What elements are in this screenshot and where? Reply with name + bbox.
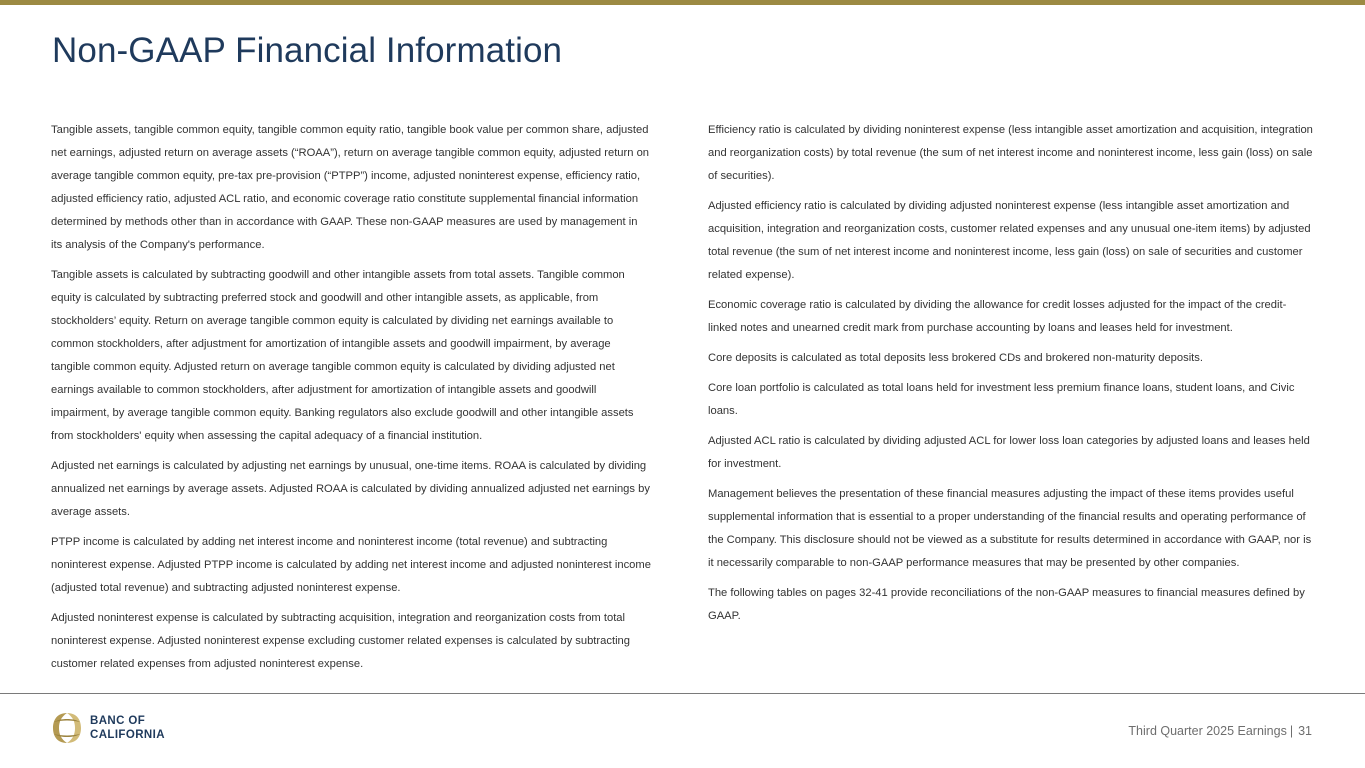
paragraph-adjusted-efficiency-ratio: Adjusted efficiency ratio is calculated by dividing adjusted noninterest expense (less intangible asset amortization and acquisition, integration and reorganization costs, customer related expenses and any unusual one-item items) by adjusted total revenue (the sum of net interest income and noninterest income, less gain (loss) on sale of securities and customer related expense). — [708, 200, 1311, 281]
top-accent-bar — [0, 0, 1365, 5]
logo-mark-icon — [51, 711, 83, 745]
company-logo — [51, 711, 165, 745]
paragraph-core-deposits: Core deposits is calculated as total deposits less brokered CDs and brokered non-maturity deposits. — [708, 352, 1203, 364]
page-number: 31 — [1298, 724, 1312, 738]
paragraph-adjusted-net-earnings: Adjusted net earnings is calculated by adjusting net earnings by unusual, one-time items. ROAA is calculated by dividing annualized net earnings by average assets. Adjusted ROAA is calculated by dividing annualized adjusted net earnings by average assets. — [51, 460, 650, 518]
paragraph-efficiency-ratio: Efficiency ratio is calculated by dividing noninterest expense (less intangible asset amortization and acquisition, integration and reorganization costs) by total revenue (the sum of net interest income and noninterest income, less gain (loss) on sale of securities). — [708, 124, 1313, 182]
logo-line-1: BANC OF — [90, 715, 146, 727]
left-column — [51, 119, 651, 683]
footer-separator: | — [1289, 724, 1294, 738]
paragraph-tangible-assets: Tangible assets is calculated by subtracting goodwill and other intangible assets from total assets. Tangible common equity is calculated by subtracting preferred stock and goodwill and other intangible assets, as applicable, from stockholders’ equity. Return on average tangible common equity is calculated by dividing net earnings available to common stockholders, after adjustment for amortization of intangible assets and goodwill impairment, by average tangible common equity. Adjusted return on average tangible common equity is calculated by dividing adjusted net earnings available to common stockholders, after adjustment for amortization of intangible assets and goodwill impairment, by average tangible common equity. Banking regulators also exclude goodwill and other intangible assets from stockholders' equity when assessing the capital adequacy of a financial institution. — [51, 269, 634, 442]
paragraph-core-loan-portfolio: Core loan portfolio is calculated as total loans held for investment less premium finance loans, student loans, and Civic loans. — [708, 382, 1295, 417]
footer-divider — [0, 693, 1365, 694]
footer-label: Third Quarter 2025 Earnings — [1128, 724, 1287, 738]
paragraph-reconciliation-note: The following tables on pages 32-41 provide reconciliations of the non-GAAP measures to financial measures defined by GAAP. — [708, 587, 1305, 622]
logo-line-2: CALIFORNIA — [90, 729, 165, 741]
footer-page-info — [1128, 724, 1312, 738]
page-title: Non-GAAP Financial Information — [52, 31, 563, 70]
paragraph-management-statement: Management believes the presentation of these financial measures adjusting the impact of these items provides useful supplemental information that is essential to a proper understanding of the financial results and operating performance of the Company. This disclosure should not be viewed as a substitute for results determined in accordance with GAAP, nor is it necessarily comparable to non-GAAP performance measures that may be presented by other companies. — [708, 488, 1312, 569]
paragraph-adjusted-acl-ratio: Adjusted ACL ratio is calculated by dividing adjusted ACL for lower loss loan categories by adjusted loans and leases held for investment. — [708, 435, 1310, 470]
paragraph-economic-coverage-ratio: Economic coverage ratio is calculated by dividing the allowance for credit losses adjusted for the impact of the credit-linked notes and unearned credit mark from purchase accounting by loans and leases held for investment. — [708, 299, 1287, 334]
logo-wordmark — [90, 714, 165, 742]
paragraph-non-gaap-intro: Tangible assets, tangible common equity, tangible common equity ratio, tangible book value per common share, adjusted net earnings, adjusted return on average assets (“ROAA”), return on average tangible common equity, adjusted return on average tangible common equity, pre-tax pre-provision (“PTPP”) income, adjusted noninterest expense, efficiency ratio, adjusted efficiency ratio, adjusted ACL ratio, and economic coverage ratio constitute supplemental financial information determined by methods other than in accordance with GAAP. These non-GAAP measures are used by management in its analysis of the Company's performance. — [51, 124, 650, 251]
right-column — [708, 119, 1315, 635]
paragraph-ptpp-income: PTPP income is calculated by adding net interest income and noninterest income (total revenue) and subtracting noninterest expense. Adjusted PTPP income is calculated by adding net interest income and adjusted noninterest income (adjusted total revenue) and subtracting adjusted noninterest expense. — [51, 536, 651, 594]
paragraph-adjusted-noninterest-expense: Adjusted noninterest expense is calculated by subtracting acquisition, integration and reorganization costs from total noninterest expense. Adjusted noninterest expense excluding customer related expenses is calculated by subtracting customer related expenses from adjusted noninterest expense. — [51, 612, 630, 670]
